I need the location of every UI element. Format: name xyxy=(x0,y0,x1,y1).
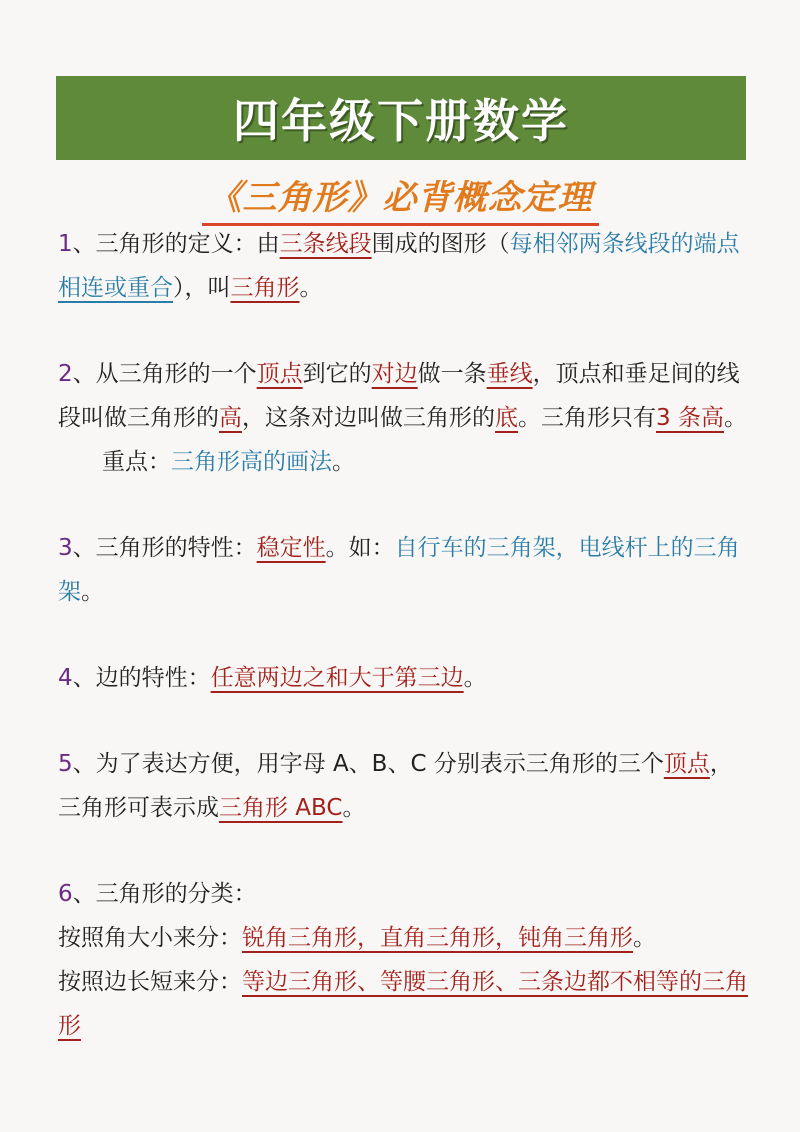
item-text: 做一条 xyxy=(417,361,487,387)
item-number: 4 xyxy=(58,665,73,691)
key-term: 三角形 xyxy=(230,275,300,301)
item-6-by-side xyxy=(58,960,752,1048)
item-text: 。 xyxy=(81,579,104,605)
item-4 xyxy=(58,656,752,700)
item-text: 。 xyxy=(633,925,656,951)
item-text: 。三角形只有 xyxy=(518,405,656,431)
example-text: 三角形高的画法 xyxy=(171,449,332,475)
key-term: 垂线 xyxy=(486,361,533,387)
item-text: 。 xyxy=(342,795,366,821)
item-number: 2 xyxy=(58,361,73,387)
key-term: 任意两边之和大于第三边 xyxy=(210,665,464,691)
item-number: 3 xyxy=(58,535,73,561)
key-term: 三角形 ABC xyxy=(219,795,343,821)
key-term: 顶点 xyxy=(663,751,710,777)
item-text: ，三角形可表示成 xyxy=(58,751,733,821)
item-text: 。 xyxy=(723,405,747,431)
item-text: 。 xyxy=(299,275,323,301)
item-text: 按照角大小来分： xyxy=(58,925,242,951)
item-number: 6 xyxy=(58,881,73,907)
subtitle-block xyxy=(0,170,800,226)
item-text: 、三角形的特性： xyxy=(72,535,257,561)
item-text: 围成的图形（ xyxy=(371,231,510,257)
key-term: 顶点 xyxy=(256,361,303,387)
item-6-by-angle xyxy=(58,916,752,960)
item-text: 、边的特性： xyxy=(72,665,211,691)
item-text: ），叫 xyxy=(173,275,231,301)
item-number: 5 xyxy=(58,751,73,777)
item-3 xyxy=(58,526,752,614)
item-1 xyxy=(58,222,752,310)
item-text: 、三角形的分类： xyxy=(72,881,257,907)
key-term: 三条线段 xyxy=(279,231,372,257)
key-term: 等边三角形、等腰三角形、三条边都不相等的三角形 xyxy=(58,969,748,1039)
key-term: 锐角三角形，直角三角形，钝角三角形 xyxy=(242,925,633,951)
key-term: 底 xyxy=(495,405,518,431)
page-title: 四年级下册数学 xyxy=(233,94,569,148)
item-5 xyxy=(58,742,752,830)
page-subtitle: 《三角形》必背概念定理 xyxy=(202,170,599,226)
key-term: 稳定性 xyxy=(256,535,326,561)
example-text: 自行车的三角架，电线杆上的三角架 xyxy=(58,535,740,605)
item-text: 。 xyxy=(463,665,487,691)
item-6-heading xyxy=(58,872,752,916)
item-text: 、三角形的定义：由 xyxy=(72,231,280,257)
item-text: ，这条对边叫做三角形的 xyxy=(242,405,495,431)
key-term: 高 xyxy=(219,405,242,431)
item-text: 到它的 xyxy=(302,361,372,387)
key-term: 3 条高 xyxy=(656,405,724,431)
item-text: 。如： xyxy=(325,535,395,561)
key-term: 对边 xyxy=(371,361,418,387)
item-2 xyxy=(58,352,752,484)
item-text: 重点： xyxy=(102,449,171,475)
key-term: 相连或重合 xyxy=(58,275,173,301)
title-banner xyxy=(56,76,746,160)
item-text: 、从三角形的一个 xyxy=(72,361,257,387)
item-text: 、为了表达方便，用字母 A、B、C 分别表示三角形的三个 xyxy=(72,751,664,777)
item-6 xyxy=(58,872,752,1048)
content xyxy=(58,222,752,1048)
item-text: ，顶点和垂足间的线段叫做三角形的 xyxy=(58,361,740,431)
example-text: 每相邻两条线段的端点 xyxy=(509,231,740,257)
item-text: 。 xyxy=(332,449,355,475)
item-number: 1 xyxy=(58,231,73,257)
item-text: 按照边长短来分： xyxy=(58,969,242,995)
